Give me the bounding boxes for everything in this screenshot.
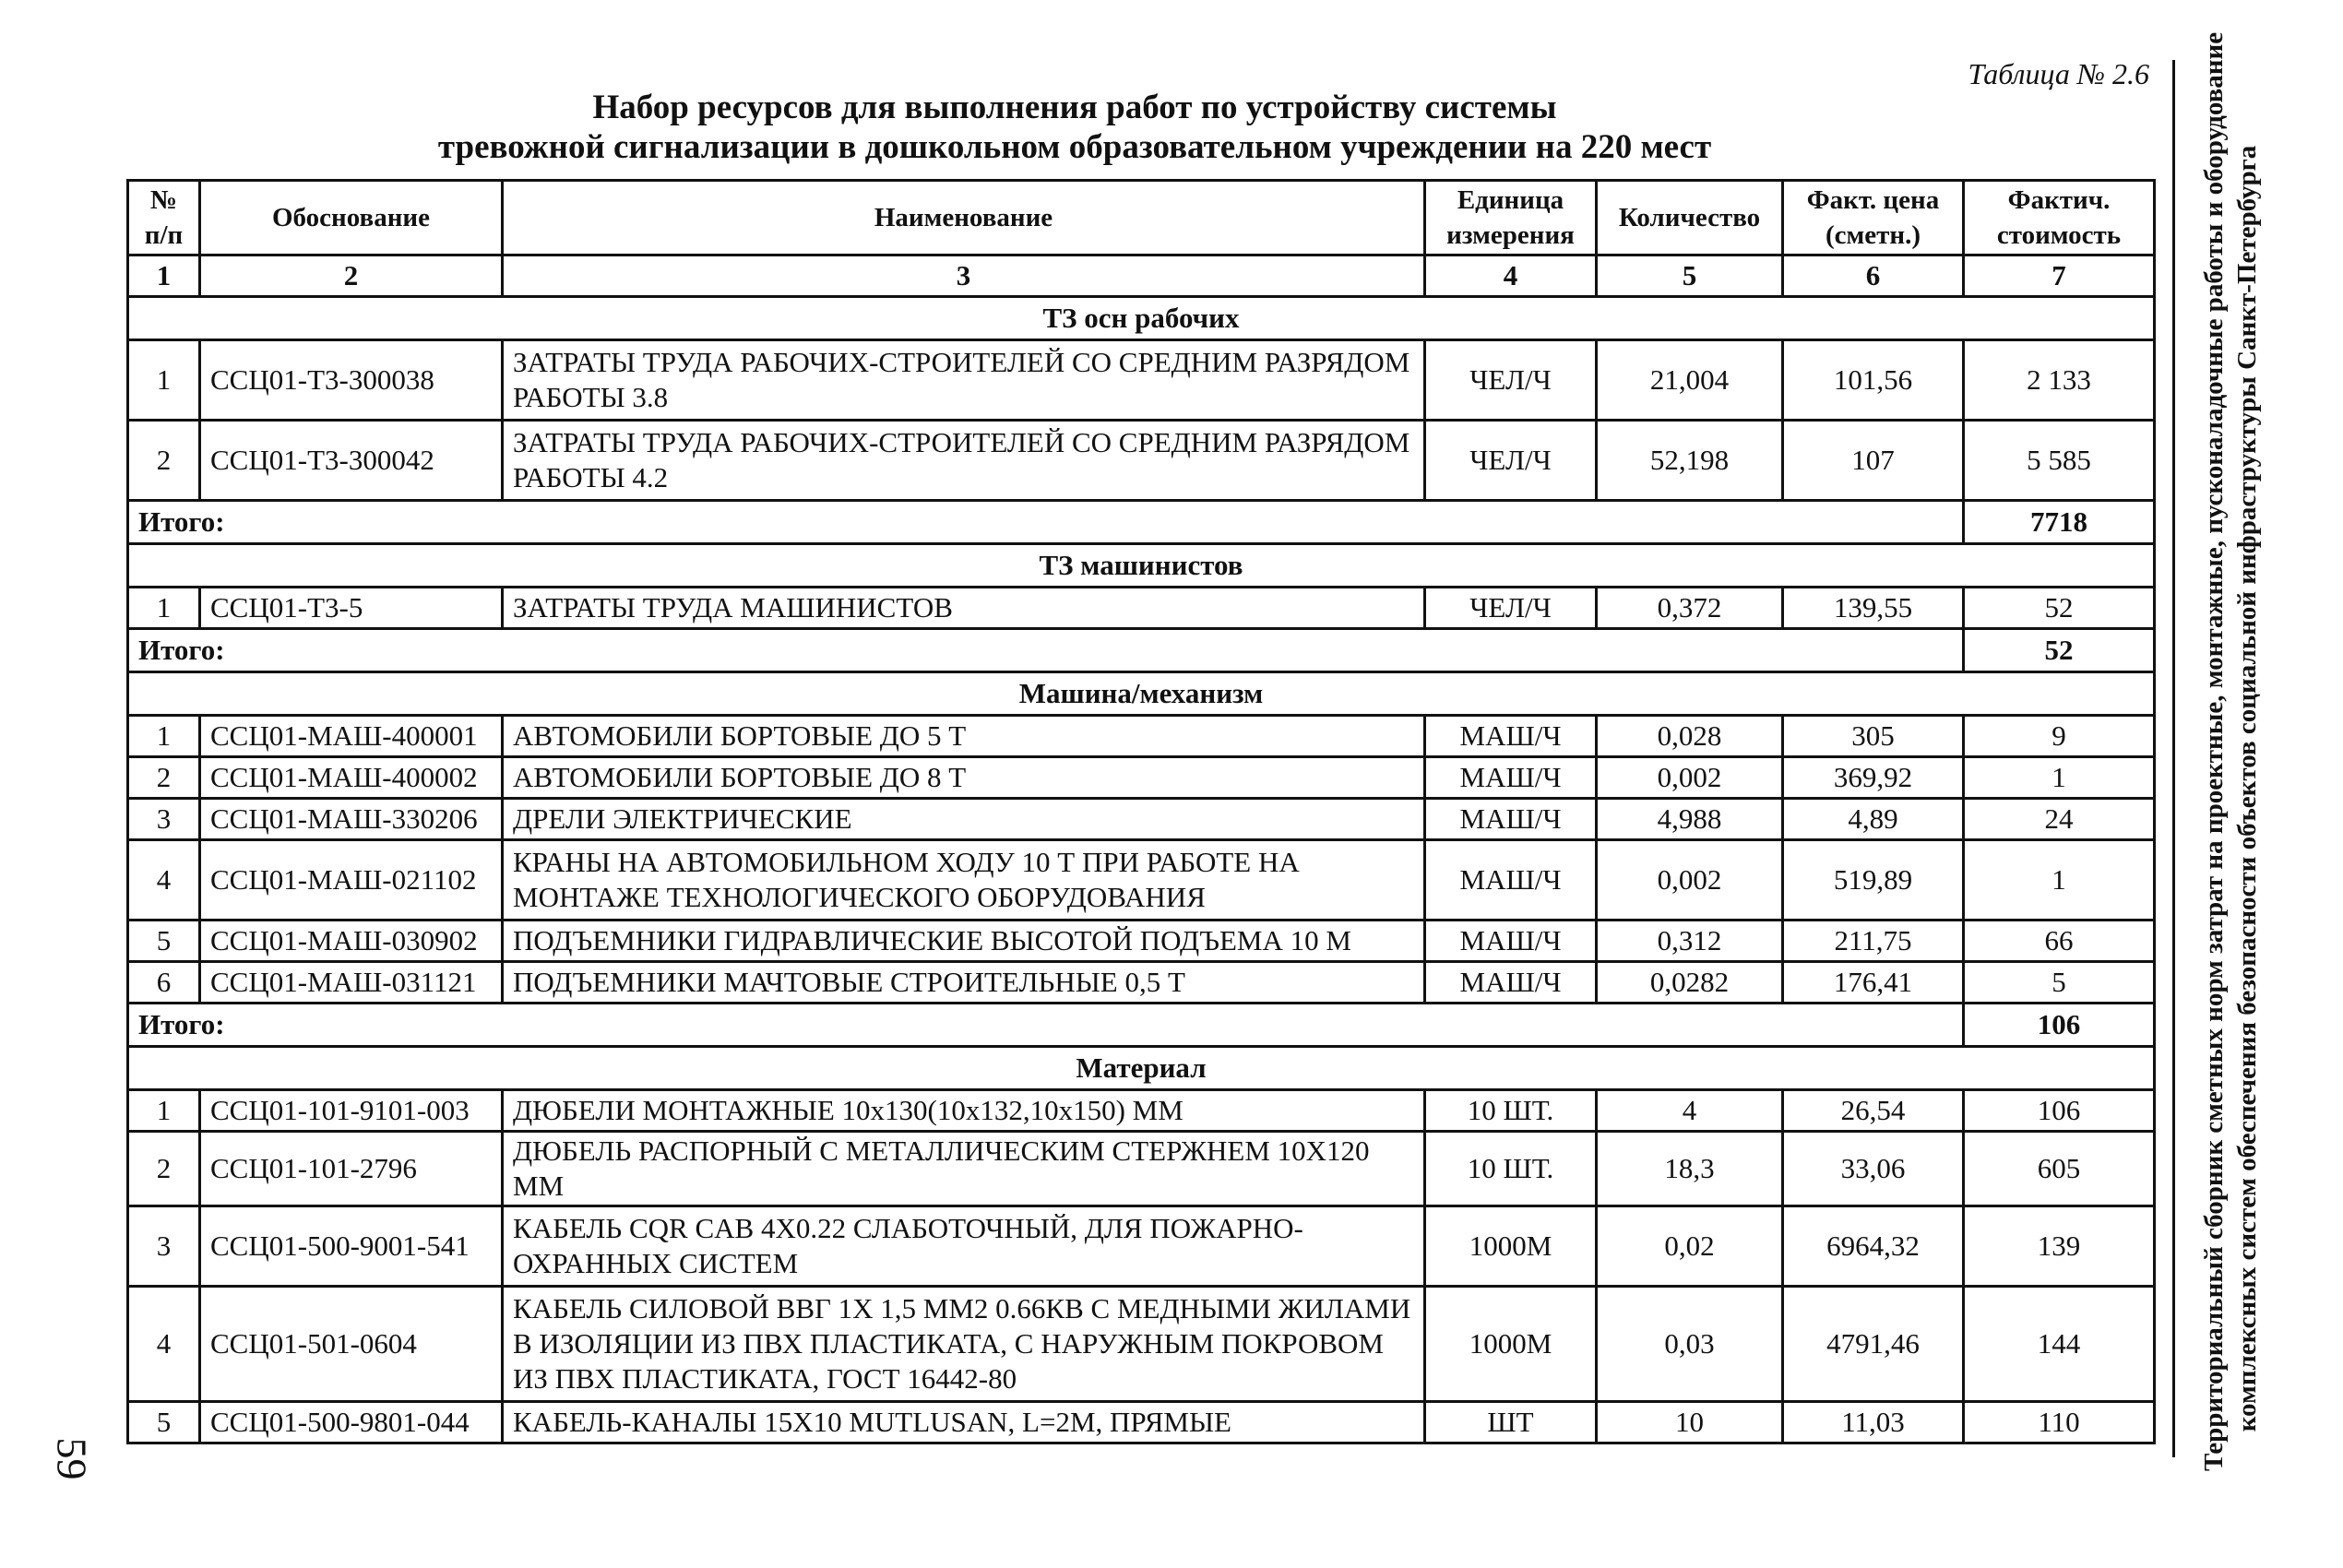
row-cost: 1 — [1964, 757, 2155, 799]
header-cell: Количество — [1597, 181, 1783, 255]
row-code: ССЦ01-500-9001-541 — [200, 1206, 503, 1287]
row-quantity: 0,02 — [1597, 1206, 1783, 1287]
table-row — [128, 840, 2155, 921]
row-price: 6964,32 — [1783, 1206, 1964, 1287]
row-unit: 1000М — [1425, 1287, 1597, 1402]
row-number: 2 — [128, 757, 200, 799]
header-cell: Единица измерения — [1425, 181, 1597, 255]
total-row — [128, 1004, 2155, 1047]
row-price: 4791,46 — [1783, 1287, 1964, 1402]
row-quantity: 21,004 — [1597, 340, 1783, 421]
table-row — [128, 716, 2155, 757]
total-label: Итого: — [128, 629, 1964, 672]
header-cell: Факт. цена (сметн.) — [1783, 181, 1964, 255]
row-price: 26,54 — [1783, 1090, 1964, 1132]
row-quantity: 18,3 — [1597, 1132, 1783, 1206]
row-number: 4 — [128, 1287, 200, 1402]
table-number-label: Таблица № 2.6 — [1968, 57, 2149, 90]
row-number: 2 — [128, 421, 200, 501]
row-unit: ЧЕЛ/Ч — [1425, 421, 1597, 501]
row-number: 1 — [128, 716, 200, 757]
row-cost: 144 — [1964, 1287, 2155, 1402]
column-number: 1 — [128, 255, 200, 297]
row-unit: 1000М — [1425, 1206, 1597, 1287]
column-number: 6 — [1783, 255, 1964, 297]
row-name: КАБЕЛЬ СИЛОВОЙ ВВГ 1Х 1,5 ММ2 0.66КВ С МЕДНЫМИ ЖИЛАМИ В ИЗОЛЯЦИИ ИЗ ПВХ ПЛАСТИКАТА, С НАРУЖНЫМ ПОКРОВОМ ИЗ ПВХ ПЛАСТИКАТА, ГОСТ 16442-80 — [503, 1287, 1425, 1402]
row-quantity: 52,198 — [1597, 421, 1783, 501]
row-quantity: 0,002 — [1597, 757, 1783, 799]
row-unit: МАШ/Ч — [1425, 716, 1597, 757]
table-row — [128, 962, 2155, 1004]
side-title-line-1: Территориальный сборник сметных норм затрат на проектные, монтажные, пусконаладочные работы и оборудование — [2199, 31, 2229, 1471]
row-cost: 605 — [1964, 1132, 2155, 1206]
row-code: ССЦ01-МАШ-021102 — [200, 840, 503, 921]
row-code: ССЦ01-101-9101-003 — [200, 1090, 503, 1132]
row-cost: 110 — [1964, 1402, 2155, 1443]
section-title: Материал — [128, 1047, 2155, 1090]
column-number: 5 — [1597, 255, 1783, 297]
row-quantity: 10 — [1597, 1402, 1783, 1443]
row-unit: ШТ — [1425, 1402, 1597, 1443]
row-price: 519,89 — [1783, 840, 1964, 921]
row-name: КАБЕЛЬ-КАНАЛЫ 15X10 MUTLUSAN, L=2М, ПРЯМЫЕ — [503, 1402, 1425, 1443]
row-quantity: 0,372 — [1597, 588, 1783, 629]
row-cost: 5 585 — [1964, 421, 2155, 501]
row-name: КРАНЫ НА АВТОМОБИЛЬНОМ ХОДУ 10 Т ПРИ РАБОТЕ НА МОНТАЖЕ ТЕХНОЛОГИЧЕСКОГО ОБОРУДОВАНИЯ — [503, 840, 1425, 921]
row-cost: 2 133 — [1964, 340, 2155, 421]
row-code: ССЦ01-Т3-300042 — [200, 421, 503, 501]
row-cost: 66 — [1964, 921, 2155, 962]
row-price: 11,03 — [1783, 1402, 1964, 1443]
section-header-row — [128, 1047, 2155, 1090]
row-price: 211,75 — [1783, 921, 1964, 962]
page-number: 59 — [48, 1437, 96, 1480]
table-row — [128, 799, 2155, 840]
column-number: 7 — [1964, 255, 2155, 297]
row-code: ССЦ01-Т3-300038 — [200, 340, 503, 421]
row-cost: 139 — [1964, 1206, 2155, 1287]
row-quantity: 0,03 — [1597, 1287, 1783, 1402]
section-title: ТЗ машинистов — [128, 544, 2155, 588]
table-row — [128, 1206, 2155, 1287]
header-row — [128, 181, 2155, 255]
row-cost: 9 — [1964, 716, 2155, 757]
row-code: ССЦ01-МАШ-030902 — [200, 921, 503, 962]
row-name: ЗАТРАТЫ ТРУДА РАБОЧИХ-СТРОИТЕЛЕЙ СО СРЕДНИМ РАЗРЯДОМ РАБОТЫ 4.2 — [503, 421, 1425, 501]
row-price: 101,56 — [1783, 340, 1964, 421]
row-number: 5 — [128, 921, 200, 962]
header-cell: № п/п — [128, 181, 200, 255]
total-label: Итого: — [128, 501, 1964, 544]
row-cost: 24 — [1964, 799, 2155, 840]
total-value: 52 — [1964, 629, 2155, 672]
row-quantity: 4 — [1597, 1090, 1783, 1132]
side-title-line-2: комплексных систем обеспечения безопасности объектов социальной инфраструктуры Санкт-Петербурга — [2232, 145, 2262, 1432]
row-code: ССЦ01-МАШ-400002 — [200, 757, 503, 799]
row-number: 6 — [128, 962, 200, 1004]
section-header-row — [128, 672, 2155, 716]
section-header-row — [128, 297, 2155, 340]
table-body — [128, 297, 2155, 1443]
row-cost: 1 — [1964, 840, 2155, 921]
total-row — [128, 629, 2155, 672]
column-number: 2 — [200, 255, 503, 297]
column-number: 3 — [503, 255, 1425, 297]
row-name: АВТОМОБИЛИ БОРТОВЫЕ ДО 8 Т — [503, 757, 1425, 799]
row-number: 1 — [128, 1090, 200, 1132]
row-number: 1 — [128, 340, 200, 421]
table-row — [128, 757, 2155, 799]
row-code: ССЦ01-МАШ-400001 — [200, 716, 503, 757]
total-label: Итого: — [128, 1004, 1964, 1047]
table-row — [128, 921, 2155, 962]
row-number: 5 — [128, 1402, 200, 1443]
row-name: ДЮБЕЛИ МОНТАЖНЫЕ 10x130(10x132,10x150) ММ — [503, 1090, 1425, 1132]
total-value: 106 — [1964, 1004, 2155, 1047]
section-title: ТЗ осн рабочих — [128, 297, 2155, 340]
row-number: 4 — [128, 840, 200, 921]
row-number: 1 — [128, 588, 200, 629]
total-value: 7718 — [1964, 501, 2155, 544]
row-name: ПОДЪЕМНИКИ МАЧТОВЫЕ СТРОИТЕЛЬНЫЕ 0,5 Т — [503, 962, 1425, 1004]
row-price: 33,06 — [1783, 1132, 1964, 1206]
row-code: ССЦ01-500-9801-044 — [200, 1402, 503, 1443]
column-number-row — [128, 255, 2155, 297]
row-price: 4,89 — [1783, 799, 1964, 840]
total-row — [128, 501, 2155, 544]
row-code: ССЦ01-101-2796 — [200, 1132, 503, 1206]
row-unit: МАШ/Ч — [1425, 757, 1597, 799]
row-code: ССЦ01-МАШ-330206 — [200, 799, 503, 840]
row-cost: 106 — [1964, 1090, 2155, 1132]
table-row — [128, 1402, 2155, 1443]
row-name: АВТОМОБИЛИ БОРТОВЫЕ ДО 5 Т — [503, 716, 1425, 757]
row-cost: 5 — [1964, 962, 2155, 1004]
row-code: ССЦ01-501-0604 — [200, 1287, 503, 1402]
table-row — [128, 421, 2155, 501]
row-number: 3 — [128, 1206, 200, 1287]
row-quantity: 4,988 — [1597, 799, 1783, 840]
row-name: ПОДЪЕМНИКИ ГИДРАВЛИЧЕСКИЕ ВЫСОТОЙ ПОДЪЕМА 10 М — [503, 921, 1425, 962]
row-unit: МАШ/Ч — [1425, 840, 1597, 921]
row-number: 3 — [128, 799, 200, 840]
row-unit: 10 ШТ. — [1425, 1090, 1597, 1132]
row-code: ССЦ01-МАШ-031121 — [200, 962, 503, 1004]
row-unit: МАШ/Ч — [1425, 799, 1597, 840]
row-name: ЗАТРАТЫ ТРУДА РАБОЧИХ-СТРОИТЕЛЕЙ СО СРЕДНИМ РАЗРЯДОМ РАБОТЫ 3.8 — [503, 340, 1425, 421]
row-unit: ЧЕЛ/Ч — [1425, 588, 1597, 629]
row-price: 176,41 — [1783, 962, 1964, 1004]
row-unit: МАШ/Ч — [1425, 962, 1597, 1004]
table-row — [128, 1287, 2155, 1402]
row-quantity: 0,312 — [1597, 921, 1783, 962]
table-row — [128, 1132, 2155, 1206]
title-line-1: Набор ресурсов для выполнения работ по устройству системы — [592, 89, 1557, 126]
row-unit: МАШ/Ч — [1425, 921, 1597, 962]
row-name: ДРЕЛИ ЭЛЕКТРИЧЕСКИЕ — [503, 799, 1425, 840]
row-name: КАБЕЛЬ CQR CAB 4X0.22 СЛАБОТОЧНЫЙ, ДЛЯ ПОЖАРНО-ОХРАННЫХ СИСТЕМ — [503, 1206, 1425, 1287]
table-row — [128, 1090, 2155, 1132]
row-unit: ЧЕЛ/Ч — [1425, 340, 1597, 421]
row-quantity: 0,0282 — [1597, 962, 1783, 1004]
row-price: 369,92 — [1783, 757, 1964, 799]
section-header-row — [128, 544, 2155, 588]
row-cost: 52 — [1964, 588, 2155, 629]
row-name: ЗАТРАТЫ ТРУДА МАШИНИСТОВ — [503, 588, 1425, 629]
vertical-rule — [2172, 60, 2175, 1457]
table-row — [128, 340, 2155, 421]
row-price: 107 — [1783, 421, 1964, 501]
column-number: 4 — [1425, 255, 1597, 297]
row-unit: 10 ШТ. — [1425, 1132, 1597, 1206]
row-price: 305 — [1783, 716, 1964, 757]
row-name: ДЮБЕЛЬ РАСПОРНЫЙ С МЕТАЛЛИЧЕСКИМ СТЕРЖНЕМ 10X120 ММ — [503, 1132, 1425, 1206]
section-title: Машина/механизм — [128, 672, 2155, 716]
header-cell: Фактич. стоимость — [1964, 181, 2155, 255]
row-number: 2 — [128, 1132, 200, 1206]
row-code: ССЦ01-Т3-5 — [200, 588, 503, 629]
page-title — [129, 88, 2020, 167]
title-line-2: тревожной сигнализации в дошкольном образовательном учреждении на 220 мест — [437, 128, 1712, 166]
header-cell: Наименование — [503, 181, 1425, 255]
header-cell: Обоснование — [200, 181, 503, 255]
resource-table — [126, 179, 2156, 1444]
row-quantity: 0,028 — [1597, 716, 1783, 757]
table-row — [128, 588, 2155, 629]
row-price: 139,55 — [1783, 588, 1964, 629]
row-quantity: 0,002 — [1597, 840, 1783, 921]
side-running-title — [2197, 31, 2264, 1471]
